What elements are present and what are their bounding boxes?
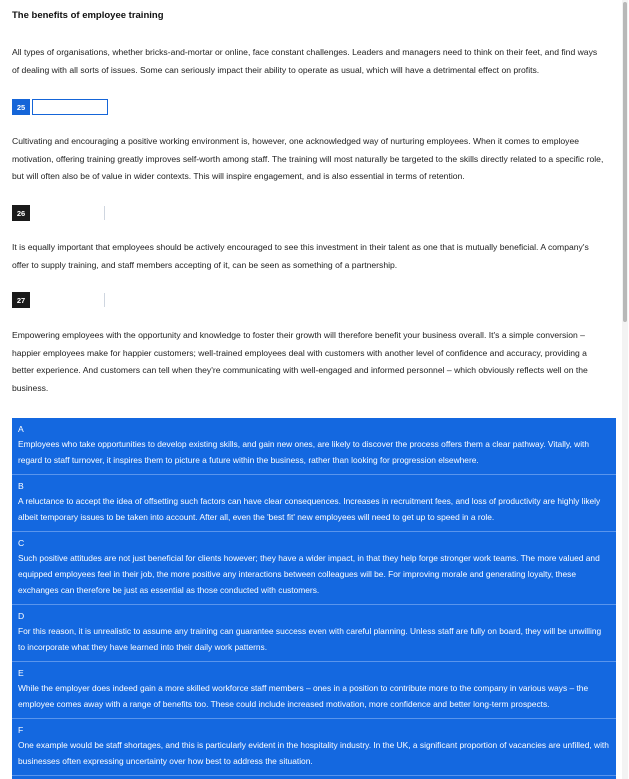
gap-number-26: 26	[12, 205, 30, 221]
gap-drop-slot-27[interactable]	[32, 293, 105, 307]
option-text: While the employer does indeed gain a more skilled workforce staff members – ones in a position to contribute more to the company in various ways – the employee comes away with a range of benefits too. These could include increased motivation, more confidence and better long-term prospects.	[18, 683, 589, 709]
option-c[interactable]	[12, 532, 616, 605]
gap-drop-slot-25[interactable]	[32, 99, 108, 115]
option-letter: C	[18, 538, 25, 548]
option-text: Such positive attitudes are not just beneficial for clients however; they have a wider impact, in that they help forge stronger work teams. The more valued and equipped employees feel in their job, the more positive any interactions between colleagues will be. For improving morale and generating loyalty, these exchanges can therefore be just as essential as those conducted with customers.	[18, 553, 600, 595]
option-e[interactable]	[12, 662, 616, 719]
option-letter: B	[18, 481, 24, 491]
option-d[interactable]	[12, 605, 616, 662]
option-f[interactable]	[12, 719, 616, 776]
option-b[interactable]	[12, 475, 616, 532]
option-letter: A	[18, 424, 24, 434]
paragraph-1: All types of organisations, whether bricks-and-mortar or online, face constant challenges. Leaders and managers need to think on their feet, and find ways of dealing with all sorts of issues. Some can seriously impact their ability to operate as usual, which will have a detrimental effect on profits.	[12, 47, 598, 75]
gap-27[interactable]	[12, 292, 105, 308]
paragraph-3: It is equally important that employees should be actively encouraged to see this investment in their talent as one that is mutually beneficial. A company's offer to supply training, and staff members accepting of it, can be seen as something of a partnership.	[12, 242, 589, 270]
gap-26[interactable]	[12, 205, 105, 221]
option-letter: F	[18, 725, 24, 735]
gap-number-25: 25	[12, 99, 30, 115]
answer-options-panel	[12, 418, 616, 779]
option-text: For this reason, it is unrealistic to assume any training can guarantee success even with careful planning. Unless staff are fully on board, they will be unwilling to incorporate what they have learned into their daily work patterns.	[18, 626, 602, 652]
scrollbar-thumb[interactable]	[623, 2, 627, 322]
paragraph-2: Cultivating and encouraging a positive working environment is, however, one acknowledged way of nurturing employees. When it comes to employee motivation, offering training greatly improves self-worth among staff. The training will most naturally be targeted to the skills directly related to a specific role, but will often also be of value in wider contexts. This will inspire engagement, and is also essential in terms of retention.	[12, 136, 604, 182]
option-letter: D	[18, 611, 25, 621]
option-text: A reluctance to accept the idea of offsetting such factors can have clear consequences. Increases in recruitment fees, and loss of productivity are highly likely albeit temporary issues to be taken into account. After all, even the 'best fit' new employees will need to get up to speed in a role.	[18, 496, 601, 522]
gap-number-27: 27	[12, 292, 30, 308]
gap-drop-slot-26[interactable]	[32, 206, 105, 220]
gap-25[interactable]	[12, 99, 108, 115]
option-text: Employees who take opportunities to develop existing skills, and gain new ones, are likely to discover the process offers them a clear pathway. Vitally, with regard to staff turnover, it inspires them to picture a future within the business, rather than looking for progression elsewhere.	[18, 439, 590, 465]
vertical-scrollbar[interactable]	[622, 0, 628, 779]
option-a[interactable]	[12, 418, 616, 475]
page-title: The benefits of employee training	[12, 10, 164, 21]
paragraph-4: Empowering employees with the opportunity and knowledge to foster their growth will therefore benefit your business overall. It's a simple conversion – happier employees make for happier customers; well-trained employees deal with customers with another level of confidence and accuracy, providing a better experience. And customers can tell when they're communicating with well-engaged and informed personnel – which obviously reflects well on the business.	[12, 330, 588, 393]
option-text: One example would be staff shortages, and this is particularly evident in the hospitality industry. In the UK, a significant proportion of vacancies are unfilled, with businesses often expressing uncertainty over how best to address the situation.	[18, 740, 609, 766]
option-letter: E	[18, 668, 24, 678]
